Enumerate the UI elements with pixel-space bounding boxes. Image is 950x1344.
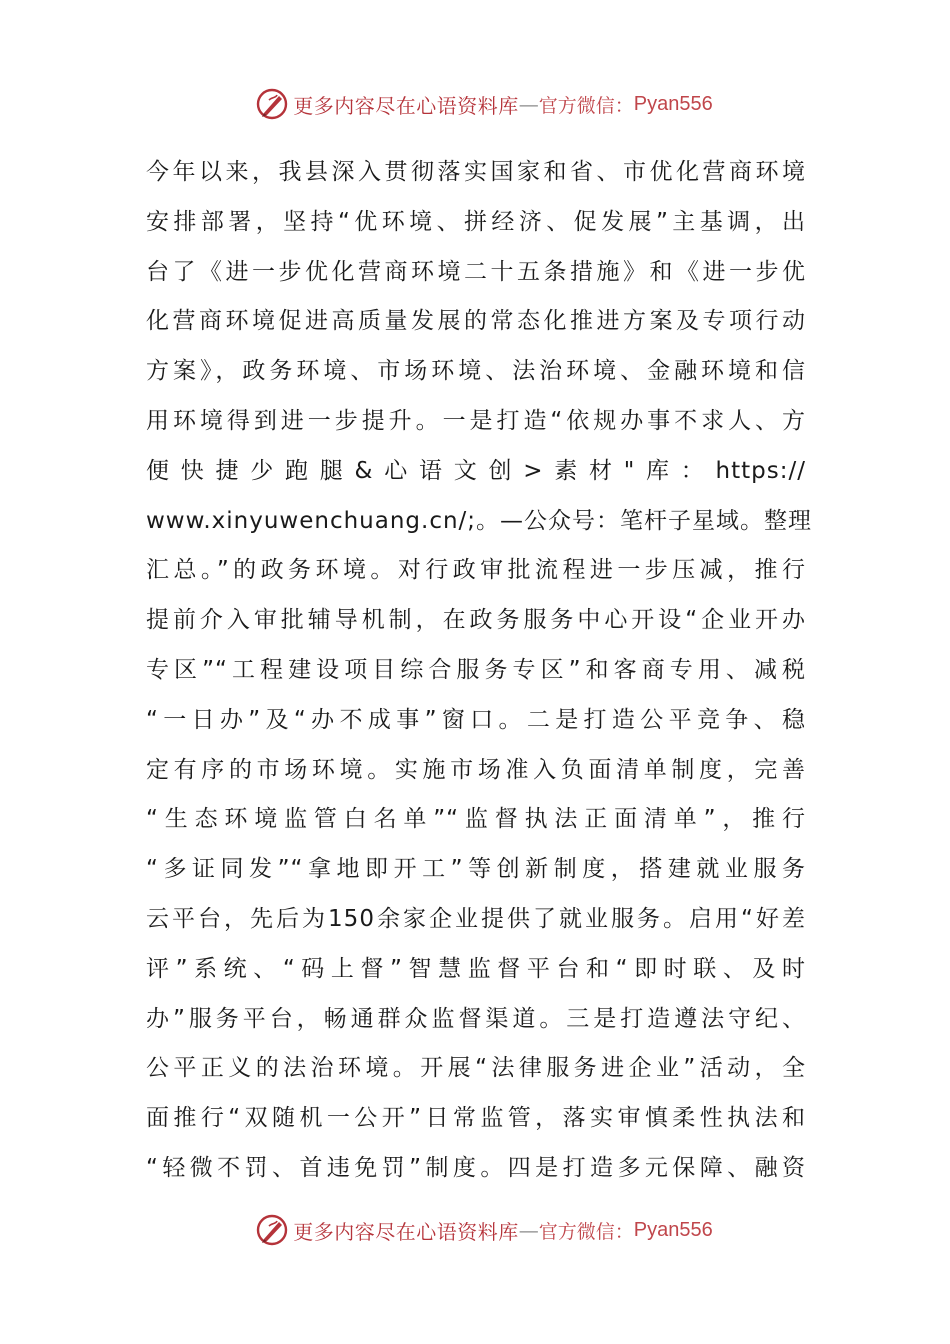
paragraph-line: 评”系统、“码上督”智慧监督平台和“即时联、及时 [146, 955, 806, 982]
banner-wechat-label: 官方微信： [538, 94, 634, 117]
paragraph-line: 定有序的市场环境。实施市场准入负面清单制度，完善 [146, 756, 806, 783]
paragraph-line: 公平正义的法治环境。开展“法律服务进企业”活动，全 [146, 1055, 806, 1082]
banner-wechat-id: Pyan556 [633, 92, 713, 115]
pen-logo-icon [255, 1213, 289, 1247]
paragraph-line: 面推行“双随机一公开”日常监管，落实审慎柔性执法和 [146, 1105, 806, 1132]
paragraph-line: 专区”“工程建设项目综合服务专区”和客商专用、减税 [146, 656, 806, 683]
banner-separator: — [518, 92, 539, 116]
paragraph-line: 便快捷少跑腿&心语文创>素材"库：https:// [146, 457, 806, 484]
paragraph-line: “多证同发”“拿地即开工”等创新制度，搭建就业服务 [146, 856, 806, 883]
paragraph-line: www.xinyuwenchuang.cn/;。—公众号：笔杆子星域。整理 [146, 507, 813, 534]
paragraph-line: 安排部署，坚持“优环境、拼经济、促发展”主基调，出 [146, 208, 806, 235]
paragraph-line: “一日办”及“办不成事”窗口。二是打造公平竞争、稳 [146, 706, 806, 733]
paragraph-line: “轻微不罚、首违免罚”制度。四是打造多元保障、融资 [146, 1154, 806, 1181]
paragraph-line: 用环境得到进一步提升。一是打造“依规办事不求人、方 [146, 407, 806, 434]
banner-separator: — [518, 1218, 539, 1242]
document-body-paragraph [146, 148, 813, 1194]
paragraph-line: 台了《进一步优化营商环境二十五条措施》和《进一步优 [146, 258, 806, 285]
paragraph-line: 方案》，政务环境、市场环境、法治环境、金融环境和信 [146, 358, 806, 385]
paragraph-line: “生态环境监管白名单”“监督执法正面清单”，推行 [146, 806, 806, 833]
header-watermark-banner [0, 86, 950, 122]
paragraph-line: 化营商环境促进高质量发展的常态化推进方案及专项行动 [146, 308, 806, 335]
paragraph-line: 办”服务平台，畅通群众监督渠道。三是打造遵法守纪、 [146, 1005, 806, 1032]
banner-promo-text: 更多内容尽在心语资料库 [293, 93, 519, 118]
paragraph-line: 云平台，先后为150余家企业提供了就业服务。启用“好差 [146, 905, 806, 932]
paragraph-line: 提前介入审批辅导机制，在政务服务中心开设“企业开办 [146, 607, 806, 634]
paragraph-line: 汇总。”的政务环境。对行政审批流程进一步压减，推行 [146, 557, 806, 584]
banner-wechat-id: Pyan556 [633, 1218, 713, 1241]
footer-watermark-banner [0, 1212, 950, 1248]
paragraph-line: 今年以来，我县深入贯彻落实国家和省、市优化营商环境 [146, 159, 806, 185]
pen-logo-icon [255, 87, 289, 121]
banner-promo-text: 更多内容尽在心语资料库 [293, 1219, 519, 1244]
banner-wechat-label: 官方微信： [538, 1220, 634, 1243]
